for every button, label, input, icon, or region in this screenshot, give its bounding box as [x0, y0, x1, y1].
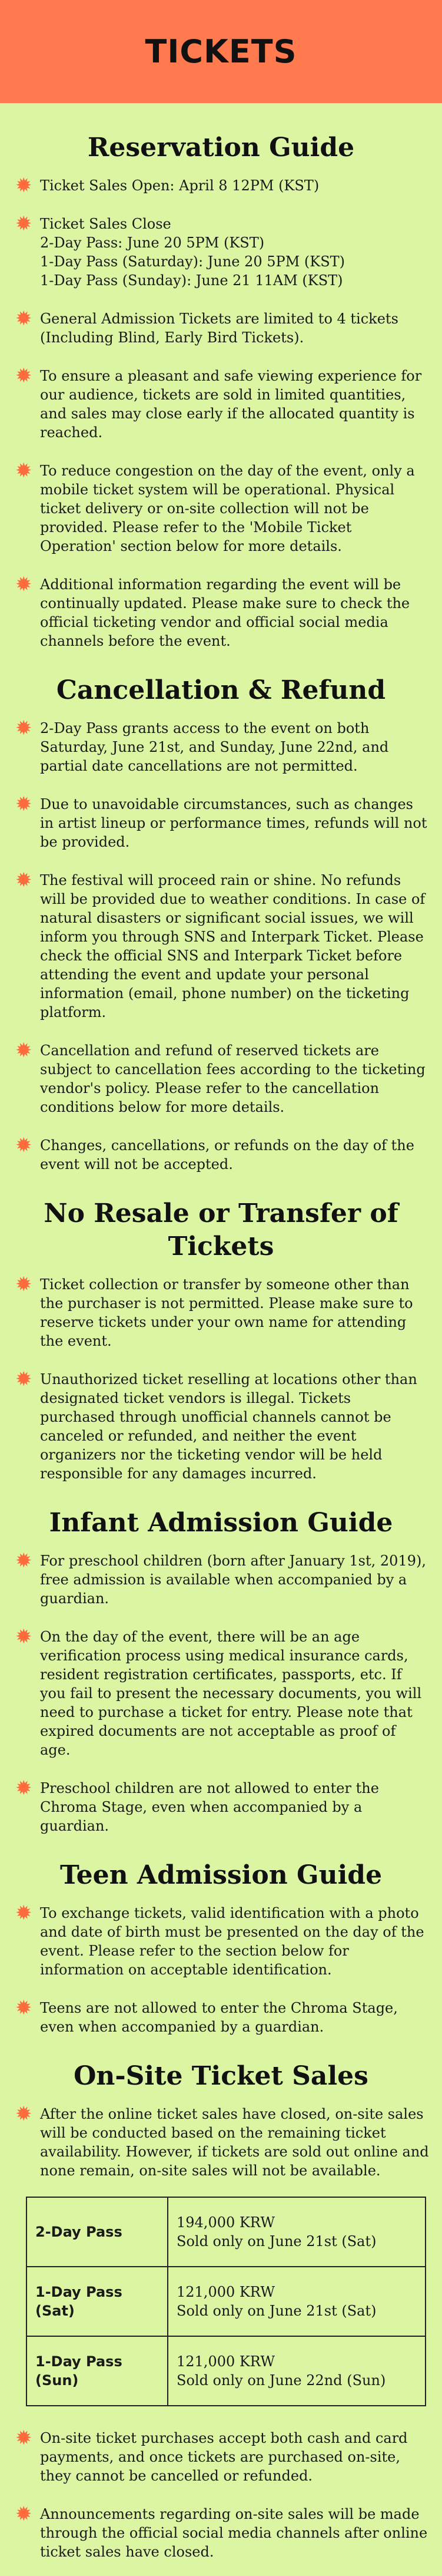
asterisk-bullet-icon: ✹: [15, 716, 32, 740]
list-item: [13, 1041, 429, 1117]
item-text: Ticket collection or transfer by someone other than the purchaser is not permitted. Please make sure to reserve tickets under your own name for attending the event.: [40, 1276, 413, 1349]
item-text: To reduce congestion on the day of the event, only a mobile ticket system will be operational. Physical ticket delivery or on-site collection will not be provided. Please refer to the 'Mobile Ticket Operation' section below for more details.: [40, 463, 415, 554]
item-text: Additional information regarding the event will be continually updated. Please make sure to check the official ticketing vendor and official social media channels before the event.: [40, 576, 410, 649]
asterisk-bullet-icon: ✹: [15, 2102, 32, 2126]
section-onsite: [13, 2060, 429, 2561]
section-resale: [13, 1197, 429, 1483]
list-item: [13, 461, 429, 556]
asterisk-bullet-icon: ✹: [15, 1549, 32, 1573]
list-item: [13, 366, 429, 442]
item-text: Announcements regarding on-site sales will be made through the official social media channels after online ticket sales have closed.: [40, 2506, 428, 2560]
asterisk-bullet-icon: ✹: [15, 1273, 32, 1296]
list-item: [13, 2426, 429, 2485]
reservation-list: [13, 176, 429, 650]
item-text: Preschool children are not allowed to enter the Chroma Stage, even when accompanied by a guardian.: [40, 1780, 379, 1834]
list-item: [13, 716, 429, 775]
list-item: [13, 575, 429, 650]
item-text: Ticket Sales Open: April 8 12PM (KST): [40, 177, 320, 194]
list-item: [13, 1776, 429, 1835]
item-text: After the online ticket sales have closed, on-site sales will be conducted based on the remaining ticket availability. However, if tickets are sold out online and none remain, on-site sales will not be available.: [40, 2106, 429, 2179]
item-text: 2-Day Pass: June 20 5PM (KST): [40, 235, 265, 251]
item-text: Cancellation and refund of reserved tickets are subject to cancellation fees according to the ticketing vendor's policy. Please refer to the cancellation conditions below for more details.: [40, 1042, 426, 1115]
asterisk-bullet-icon: ✹: [15, 1625, 32, 1649]
asterisk-bullet-icon: ✹: [15, 868, 32, 892]
item-text: To ensure a pleasant and safe viewing experience for our audience, tickets are sold in limited quantities, and sales may close early if the allocated quantity is reached.: [40, 368, 422, 441]
asterisk-bullet-icon: ✹: [15, 792, 32, 816]
asterisk-bullet-icon: ✹: [15, 459, 32, 483]
section-infant: [13, 1507, 429, 1835]
price-row: [26, 2197, 426, 2267]
cancellation-list: [13, 716, 429, 1174]
price-row: [26, 2267, 426, 2336]
list-item: [13, 1275, 429, 1350]
item-text: Changes, cancellations, or refunds on the day of the event will not be accepted.: [40, 1137, 414, 1173]
list-item: [13, 1551, 429, 1608]
list-item: [13, 1996, 429, 2036]
section-title: No Resale or Transfer of Tickets: [44, 1198, 398, 1261]
item-text: Ticket Sales Close: [40, 216, 171, 232]
pass-sale-date: Sold only on June 22nd (Sun): [177, 2372, 386, 2389]
list-item: [13, 1136, 429, 1174]
pass-price: 121,000 KRW: [177, 2284, 275, 2300]
asterisk-bullet-icon: ✹: [15, 212, 32, 236]
section-title: On-Site Ticket Sales: [74, 2061, 368, 2091]
asterisk-bullet-icon: ✹: [15, 364, 32, 388]
asterisk-bullet-icon: ✹: [15, 2426, 32, 2450]
asterisk-bullet-icon: ✹: [15, 1776, 32, 1800]
list-item: [13, 1901, 429, 1979]
asterisk-bullet-icon: ✹: [15, 573, 32, 596]
onsite-list-before: [13, 2102, 429, 2180]
asterisk-bullet-icon: ✹: [15, 2502, 32, 2526]
asterisk-bullet-icon: ✹: [15, 174, 32, 197]
list-item: [13, 176, 429, 195]
pass-sale-date: Sold only on June 21st (Sat): [177, 2303, 377, 2319]
section-title: Teen Admission Guide: [59, 1860, 383, 1890]
item-text: To exchange tickets, valid identification with a photo and date of birth must be presented on the day of the event. Please refer to the section below for information on acceptable identification.: [40, 1905, 424, 1978]
item-text: 2-Day Pass grants access to the event on both Saturday, June 21st, and Sunday, June 22nd, and partial date cancellations are not permitted.: [40, 720, 389, 774]
asterisk-bullet-icon: ✹: [15, 1039, 32, 1062]
list-item: [13, 792, 429, 851]
infant-list: [13, 1551, 429, 1835]
list-item: [13, 2102, 429, 2180]
section-cancellation: [13, 674, 429, 1174]
page-header: [0, 0, 442, 103]
list-item: [13, 2502, 429, 2561]
price-row: [26, 2336, 426, 2406]
asterisk-bullet-icon: ✹: [15, 1901, 32, 1925]
item-text: General Admission Tickets are limited to 4 tickets (Including Blind, Early Bird Tickets).: [40, 311, 398, 346]
item-text: The festival will proceed rain or shine. No refunds will be provided due to weather conditions. In case of natural disasters or significant social issues, we will inform you through SNS and Interpark Ticket. Please check the official SNS and Interpark Ticket before attending the event and update your personal information (email, phone number) on the ticketing platform.: [40, 872, 426, 1021]
list-item: [13, 868, 429, 1022]
section-reservation: [13, 131, 429, 650]
pass-type: 1-Day Pass (Sat): [26, 2267, 168, 2336]
item-text: For preschool children (born after January 1st, 2019), free admission is available when accompanied by a guardian.: [40, 1553, 426, 1607]
item-text: Due to unavoidable circumstances, such as changes in artist lineup or performance times, refunds will not be provided.: [40, 796, 427, 850]
onsite-price-table: [26, 2197, 426, 2406]
list-item: [13, 1627, 429, 1759]
section-title: Infant Admission Guide: [49, 1508, 393, 1538]
teen-list: [13, 1901, 429, 2036]
item-text: 1-Day Pass (Saturday): June 20 5PM (KST): [40, 253, 345, 270]
onsite-list-after: [13, 2426, 429, 2561]
item-text: On the day of the event, there will be an age verification process using medical insurance cards, resident registration certificates, passports, etc. If you fail to present the necessary documents, you will need to purchase a ticket for entry. Please note that expired documents are not acceptable as proof of age.: [40, 1629, 422, 1758]
page-title: TICKETS: [145, 33, 297, 70]
pass-price-cell: [168, 2336, 426, 2406]
section-title: Reservation Guide: [87, 133, 355, 163]
list-item: [13, 1370, 429, 1483]
pass-price: 194,000 KRW: [177, 2214, 275, 2231]
pass-type: 1-Day Pass (Sun): [26, 2336, 168, 2406]
pass-price: 121,000 KRW: [177, 2353, 275, 2370]
content: [0, 103, 442, 2561]
asterisk-bullet-icon: ✹: [15, 1996, 32, 2020]
pass-sale-date: Sold only on June 21st (Sat): [177, 2233, 377, 2250]
pass-type: 2-Day Pass: [26, 2197, 168, 2267]
item-text: Teens are not allowed to enter the Chroma Stage, even when accompanied by a guardian.: [40, 2000, 398, 2035]
asterisk-bullet-icon: ✹: [15, 1134, 32, 1157]
item-text: Unauthorized ticket reselling at locations other than designated ticket vendors is illegal. Tickets purchased through unofficial channels cannot be canceled or refunded, and neither the event organizers nor the ticketing vendor will be held responsible for any damages incurred.: [40, 1371, 417, 1482]
section-teen: [13, 1859, 429, 2036]
section-title: Cancellation & Refund: [56, 675, 386, 705]
list-item: [13, 309, 429, 347]
item-text: On-site ticket purchases accept both cash and card payments, and once tickets are purchased on-site, they cannot be cancelled or refunded.: [40, 2430, 408, 2484]
resale-list: [13, 1275, 429, 1483]
pass-price-cell: [168, 2197, 426, 2267]
asterisk-bullet-icon: ✹: [15, 1368, 32, 1391]
pass-price-cell: [168, 2267, 426, 2336]
asterisk-bullet-icon: ✹: [15, 307, 32, 331]
item-text: 1-Day Pass (Sunday): June 21 11AM (KST): [40, 272, 343, 289]
list-item: [13, 214, 429, 290]
